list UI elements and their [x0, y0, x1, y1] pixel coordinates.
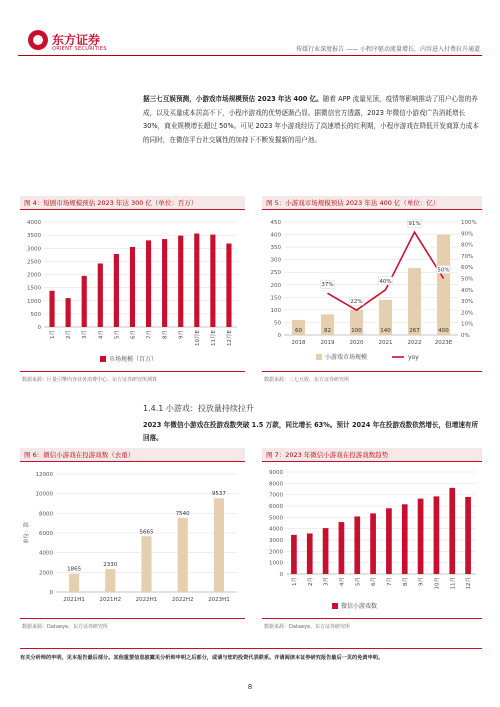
bar — [226, 244, 231, 327]
y-tick-label: 4000 — [269, 526, 283, 533]
bar — [434, 496, 440, 574]
x-tick-label: 2019 — [320, 340, 335, 346]
y-tick-label: 1000 — [269, 560, 283, 567]
yoy-data-label: 50% — [437, 267, 450, 274]
bar — [437, 235, 450, 335]
y-tick-label: 2000 — [27, 272, 41, 279]
bar — [69, 574, 79, 592]
bar — [210, 235, 215, 327]
x-tick-label: 10月 — [434, 577, 441, 590]
y-tick-label: 3000 — [27, 246, 41, 253]
y-tick-label: 450 — [270, 220, 281, 226]
bar — [141, 536, 151, 592]
x-tick-label: 11月 — [450, 577, 457, 590]
y2-tick-label: 30% — [461, 299, 474, 306]
bar — [418, 499, 424, 574]
y2-tick-label: 90% — [461, 231, 474, 238]
bar-data-label: 267 — [409, 328, 420, 334]
intro-bold-lead: 据三七互娱预测，小游戏市场规模预估 2023 年达 400 亿。 — [143, 95, 323, 103]
y-tick-label: 4000 — [39, 550, 53, 557]
y-tick-label: 200 — [270, 282, 281, 289]
section-bold-paragraph: 2023 年微信小游戏在投游戏数突破 1.5 万款，同比增长 63%。预计 2024 年在投游戏数依然增长，但增速有所回落。 — [143, 421, 479, 442]
x-tick-label: 2020 — [349, 340, 364, 346]
x-tick-label: 9月 — [418, 577, 425, 586]
y-tick-label: 8000 — [269, 481, 283, 488]
data-label: 9537 — [211, 491, 226, 498]
bar — [82, 276, 87, 327]
fig7-source-divider — [262, 618, 482, 619]
fig7-chart — [262, 464, 482, 614]
x-tick-label: 7月 — [386, 577, 393, 586]
y2-tick-label: 100% — [461, 220, 477, 226]
fig5-source: 数据来源：三七互娱、东方证券研究所 — [264, 377, 350, 383]
x-tick-label: 3月 — [323, 577, 330, 586]
y2-tick-label: 40% — [461, 287, 474, 294]
x-tick-label: 7月 — [146, 330, 153, 339]
y-tick-label: 2500 — [27, 259, 41, 266]
logo-english: ORIENT SECURITIES — [52, 46, 107, 52]
section-heading: 1.4.1 小游戏：投放量持续拉升 — [143, 404, 254, 413]
y2-tick-label: 80% — [461, 242, 474, 249]
y2-tick-label: 50% — [461, 276, 474, 283]
intro-paragraph — [143, 93, 483, 147]
y-tick-label: 0 — [277, 333, 281, 339]
x-tick-label: 9月 — [178, 330, 185, 339]
x-tick-label: 2022H2 — [171, 597, 194, 603]
x-tick-label: 3月 — [82, 330, 89, 339]
y2-tick-label: 20% — [461, 310, 474, 317]
bar — [386, 508, 392, 574]
bar — [465, 497, 471, 574]
y-tick-label: 9000 — [269, 470, 283, 476]
y-tick-label: 250 — [270, 270, 281, 277]
bar — [214, 498, 224, 592]
bar — [114, 254, 119, 327]
y-tick-label: 500 — [30, 311, 41, 318]
bar — [105, 569, 115, 592]
x-tick-label: 2月 — [66, 330, 73, 339]
bar-data-label: 100 — [351, 328, 362, 334]
x-tick-label: 10月E — [194, 330, 201, 346]
intro-text: 随着 APP 流量见顶，疫情等影响推动了用户心智的养成，以及买量成本居高不下，小程序游戏的优势逐渐凸显。据微信官方透露，2023 年微信小游戏广告消耗增长 30%，商业规模增长超过 50%。可见 2023 年小游戏经历了高速增长的红利期，小程序游戏在降低开发商算力成本的同时，在微信平台社交属性的加持下不断发掘新的用户池。 — [143, 95, 479, 144]
fig6-source: 数据来源：Dataeye、东方证券研究所 — [22, 624, 109, 630]
bar — [146, 240, 151, 327]
y-tick-label: 6000 — [39, 531, 53, 537]
yoy-data-label: 22% — [350, 299, 363, 306]
bar — [339, 522, 345, 574]
x-tick-label: 1月 — [50, 330, 57, 339]
x-tick-label: 5月 — [114, 330, 121, 339]
bar — [370, 513, 376, 574]
bar — [162, 239, 167, 327]
y-tick-label: 2000 — [269, 549, 283, 556]
yoy-line — [328, 232, 444, 310]
bar — [291, 535, 297, 574]
disclaimer-text: 有关分析师的申明，见本报告最后部分。其他重要信息披露见分析师申明之后部分，或请与您的投资代表联系。并请阅读本证券研究报告最后一页的免责申明。 — [20, 648, 482, 661]
report-title: 传媒行业深度报告 —— 小程序驱动流量增长，内容进入付费拉升通道 — [296, 46, 480, 53]
y-axis-label: 单位：款 — [24, 521, 30, 545]
bar — [178, 518, 188, 592]
yoy-data-label: 37% — [321, 282, 334, 289]
x-tick-label: 8月 — [402, 577, 409, 586]
y-tick-label: 150 — [270, 295, 281, 302]
bar — [408, 268, 421, 335]
bar — [66, 298, 71, 327]
y-tick-label: 2000 — [39, 570, 53, 577]
fig5-chart — [262, 212, 482, 367]
y2-tick-label: 0% — [461, 333, 470, 339]
x-tick-label: 2021 — [378, 340, 393, 346]
fig6-source-divider — [20, 618, 245, 619]
page-number: 8 — [247, 683, 253, 691]
bar-data-label: 82 — [324, 328, 331, 334]
bar — [49, 291, 54, 327]
y-tick-label: 3500 — [27, 233, 41, 240]
legend-label: 微信小游戏数 — [341, 603, 378, 610]
y-tick-label: 0 — [49, 590, 53, 596]
y2-tick-label: 60% — [461, 265, 474, 272]
y2-tick-label: 10% — [461, 321, 474, 328]
y-tick-label: 0 — [279, 572, 283, 578]
legend-swatch-bars — [316, 354, 322, 360]
x-tick-label: 1月 — [291, 577, 298, 586]
fig7-source: 数据来源：Dataeye、东方证券研究所 — [264, 624, 351, 630]
y-tick-label: 0 — [37, 325, 41, 331]
x-tick-label: 6月 — [371, 577, 378, 586]
data-label: 5665 — [139, 529, 154, 536]
x-tick-label: 2021H2 — [99, 597, 122, 603]
y-tick-label: 1500 — [27, 285, 41, 292]
legend-label-bars: 小游戏市场规模 — [325, 354, 368, 361]
fig4-chart — [20, 212, 245, 367]
fig6-title: 图 6：微信小游戏在投游戏数（去重） — [20, 448, 245, 462]
yoy-data-label: 40% — [379, 278, 392, 285]
x-tick-label: 12月E — [226, 330, 233, 346]
bar — [178, 236, 183, 327]
x-tick-label: 5月 — [355, 577, 362, 586]
header-divider — [18, 55, 482, 56]
y-tick-label: 3000 — [269, 538, 283, 544]
y-tick-label: 4000 — [27, 220, 41, 226]
x-tick-label: 8月 — [162, 330, 169, 339]
bar-data-label: 140 — [380, 328, 391, 334]
fig7-title: 图 7：2023 年微信小游戏在投游戏数趋势 — [262, 448, 482, 462]
bar-data-label: 400 — [438, 328, 449, 334]
x-tick-label: 2023E — [434, 340, 453, 346]
fig4-title: 图 4：短剧市场规模预估 2023 年达 300 亿（单位：百万） — [20, 196, 245, 210]
x-tick-label: 2022H1 — [135, 597, 158, 603]
x-tick-label: 2018 — [291, 340, 306, 346]
y-tick-label: 12000 — [35, 472, 53, 478]
fig5-source-divider — [262, 371, 482, 372]
bar — [98, 263, 103, 327]
data-label: 7540 — [175, 510, 190, 517]
y-tick-label: 50 — [274, 320, 281, 327]
x-tick-label: 4月 — [339, 577, 346, 586]
bar — [307, 533, 313, 574]
bar — [402, 504, 408, 574]
x-tick-label: 12月 — [466, 577, 473, 590]
x-tick-label: 2月 — [307, 577, 314, 586]
y-tick-label: 6000 — [269, 504, 283, 510]
bar — [354, 516, 360, 574]
legend-swatch — [100, 356, 106, 362]
y-tick-label: 5000 — [269, 515, 283, 522]
bar — [323, 528, 329, 574]
fig5-title: 图 5：小游戏市场规模预估 2023 年达 400 亿（单位：亿） — [262, 196, 482, 210]
logo-mark-icon — [28, 30, 48, 50]
x-tick-label: 6月 — [130, 330, 137, 339]
fig6-chart — [20, 464, 245, 614]
data-label: 2330 — [103, 562, 118, 569]
bar-data-label: 60 — [295, 328, 302, 334]
y2-tick-label: 70% — [461, 253, 474, 260]
yoy-data-label: 91% — [408, 221, 421, 228]
x-tick-label: 2021H1 — [63, 597, 85, 603]
y-tick-label: 10000 — [35, 491, 53, 498]
bar — [449, 488, 455, 574]
x-tick-label: 2023H1 — [208, 597, 230, 603]
y-tick-label: 100 — [270, 307, 281, 314]
logo-text: 东方证券 — [52, 33, 101, 47]
legend-label-line: yoy — [408, 354, 419, 361]
y-tick-label: 400 — [270, 232, 281, 239]
y-tick-label: 350 — [270, 245, 281, 252]
x-tick-label: 11月E — [210, 330, 217, 346]
x-tick-label: 4月 — [98, 330, 105, 339]
y-tick-label: 7000 — [269, 492, 283, 499]
y-tick-label: 1000 — [27, 298, 41, 305]
data-label: 1865 — [67, 566, 82, 573]
fig4-source: 数据来源：巨量引擎内容业务消费中心、东方证券研究所测算 — [22, 377, 158, 383]
fig4-source-divider — [20, 371, 245, 372]
x-tick-label: 2022 — [407, 340, 422, 346]
bar — [130, 247, 135, 327]
legend-label: 市场规模（百万） — [109, 356, 158, 363]
y-tick-label: 8000 — [39, 511, 53, 518]
y-tick-label: 300 — [270, 257, 281, 264]
legend-swatch — [332, 603, 338, 609]
bar — [194, 234, 199, 327]
